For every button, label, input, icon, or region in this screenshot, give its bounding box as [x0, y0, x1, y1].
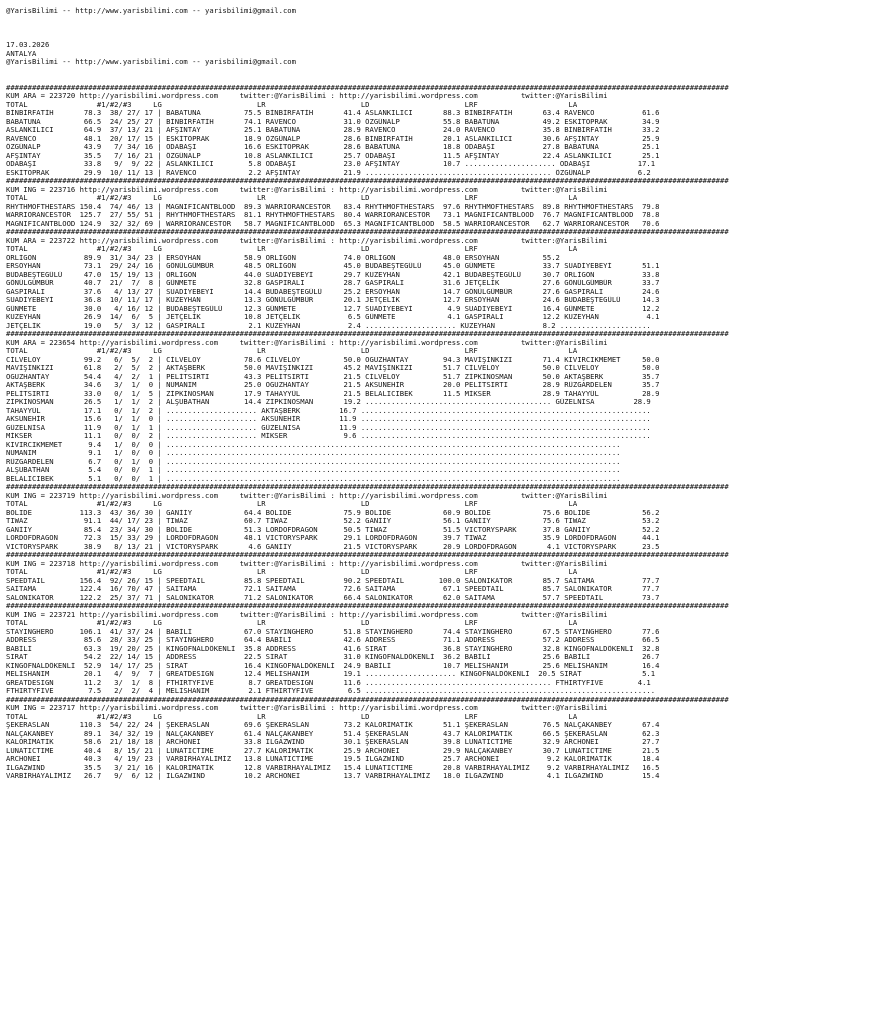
text-line: KINGOFNALDÖKENLİ 52.9 14/ 17/ 25 | SIRAT 16.4 KINGOFNALDÖKENLİ 24.9 BABİLİ 10.7 MELİSHANIM 25.6 MELİSHANIM 16.4 [6, 661, 660, 670]
text-line: KUM ARA = 223720 http://yarisbilimi.wordpress.com twitter:@YarisBilimi : http://yarisbilimi.wordpress.com twitter:@YarisBilimi [6, 92, 608, 100]
text-line: ####################################################################################################################################################################### [6, 228, 729, 236]
text-line: GÜZELNİSA 11.9 0/ 1/ 1 | ..................... GÜZELNİSA 11.9 ................................................................... [6, 423, 651, 432]
text-line: KUM ARA = 223654 http://yarisbilimi.wordpress.com twitter:@YarisBilimi : http://yarisbilimi.wordpress.com twitter:@YarisBilimi [6, 338, 608, 347]
text-line: KUM ING = 223716 http://yarisbilimi.wordpress.com twitter:@YarisBilimi : http://yarisbilimi.wordpress.com twitter:@YarisBilimi [6, 185, 608, 194]
text-line: TOTAL #1/#2/#3 LG LR LD LRF LA [6, 712, 578, 721]
text-line: ORLİGON 89.9 31/ 34/ 23 | ERSOYHAN 58.9 ORLİGON 74.0 ORLİGON 48.0 ERSOYHAN 55.2 [6, 253, 560, 262]
text-line: CİLVELOY 99.2 6/ 5/ 2 | CİLVELOY 78.6 CİLVELOY 50.0 OĞUZHANTAY 94.3 MAVİŞİNKIZI 71.4 KIVIRCIKMEMET 50.0 [6, 355, 660, 364]
text-line [6, 75, 873, 84]
text-line: ÖZGÜNALP 43.9 7/ 34/ 16 | ODABAŞI 16.6 ESKİTOPRAK 28.6 BABATUNA 18.8 ODABAŞI 27.8 BABATUNA 25.1 [6, 143, 660, 151]
text-line: KIVIRCIKMEMET 9.4 1/ 0/ 0 | ......................................................................................................... [6, 440, 621, 449]
text-line: GREATDESIGN 11.2 3/ 1/ 8 | FTHIRTYFIVE 8.7 GREATDESIGN 11.6 ........................................... FTHIRTYFIVE 4.1 [6, 678, 651, 687]
text-line: ####################################################################################################################################################################### [6, 177, 729, 185]
text-line: MAGNIFICANTBLOOD 124.9 32/ 32/ 69 | WARRIORANCESTOR 58.7 MAGNIFICANTBLOOD 65.3 MAGNIFICANTBLOOD 58.5 WARRIORANCESTOR 62.7 WARRIORANCESTOR 70.6 [6, 219, 660, 228]
text-line: RÜZGARDELEN 6.7 0/ 1/ 0 | ......................................................................................................... [6, 457, 621, 466]
text-line: KUM ARA = 223722 http://yarisbilimi.wordpress.com twitter:@YarisBilimi : http://yarisbilimi.wordpress.com twitter:@YarisBilimi [6, 236, 608, 245]
text-line: GÖNÜLGÜMBÜR 40.7 21/ 7/ 8 | GÜNMETE 32.8 GASPIRALI 28.7 GASPIRALI 31.6 JETÇELİK 27.6 GÖNÜLGÜMBÜR 33.7 [6, 279, 660, 287]
text-line: STAYINGHERO 106.1 41/ 37/ 24 | BABİLİ 67.0 STAYINGHERO 51.8 STAYINGHERO 74.4 STAYINGHERO 67.5 STAYINGHERO 77.6 [6, 627, 660, 636]
text-line: ZİPKİNOSMAN 26.5 1/ 1/ 2 | ALŞUBATHAN 14.4 ZİPKİNOSMAN 19.2 ........................................... GÜZELNİSA 28.9 [6, 398, 651, 406]
text-line: WARRIORANCESTOR 125.7 27/ 55/ 51 | RHYTHMOFTHESTARS 81.1 RHYTHMOFTHESTARS 80.4 WARRIORANCESTOR 73.1 MAGNIFICANTBLOOD 76.7 MAGNIFICANTBLOOD 78.8 [6, 211, 660, 219]
text-line: BELALICIBEK 5.1 0/ 0/ 1 | ......................................................................................................... [6, 474, 621, 483]
text-line: ERSOYHAN 73.1 29/ 24/ 16 | GÖNÜLGÜMBÜR 48.5 ORLİGON 45.0 BUDABEŞTEGÜLÜ 45.0 GÜNMETE 33.7 SUADİYEBEYİ 51.1 [6, 262, 660, 270]
text-line: RHYTHMOFTHESTARS 150.4 74/ 46/ 13 | MAGNIFICANTBLOOD 89.3 WARRIORANCESTOR 83.4 RHYTHMOFTHESTARS 97.6 RHYTHMOFTHESTARS 89.8 RHYTHMOFTHESTARS 79.8 [6, 202, 660, 211]
text-line: ODABAŞI 33.8 9/ 9/ 22 | ASLANKILICI 5.8 ODABAŞI 23.0 AFŞINTAY 10.7 ..................... ODABAŞI 17.1 [6, 160, 656, 168]
text-line: ####################################################################################################################################################################### [6, 602, 729, 610]
text-line: TOTAL #1/#2/#3 LG LR LD LRF LA [6, 619, 578, 627]
text-line: ANTALYA [6, 49, 37, 58]
text-line: BUDABEŞTEGÜLÜ 47.0 15/ 19/ 13 | ORLİGON 44.0 SUADİYEBEYİ 29.7 KUZEYHAN 42.1 BUDABEŞTEGÜLÜ 30.7 ORLİGON 33.8 [6, 270, 660, 279]
text-line: AFŞINTAY 35.5 7/ 16/ 21 | ÖZGÜNALP 10.8 ASLANKILICI 25.7 ODABAŞI 11.5 AFŞINTAY 22.4 ASLANKILICI 25.1 [6, 151, 660, 160]
text-line: @YarisBilimi -- http://www.yarisbilimi.com -- yarisbilimi@gmail.com [6, 7, 296, 15]
text-line: TAHAYYÜL 17.1 0/ 1/ 2 | ..................... AKTAŞBERK 16.7 ................................................................... [6, 406, 651, 415]
text-line: KALORİMATİK 58.6 21/ 18/ 18 | ARCHONEI 33.8 ILGAZWIND 30.1 ŞEKERASLAN 39.8 LUNATICTIME 32.9 ARCHONEI 27.7 [6, 738, 660, 746]
text-line: JETÇELİK 19.0 5/ 3/ 12 | GASPIRALI 2.1 KUZEYHAN 2.4 ..................... KUZEYHAN 8.2 ..................... [6, 321, 651, 330]
text-line: TOTAL #1/#2/#3 LG LR LD LRF LA [6, 347, 578, 355]
text-line: RAVENCO 48.1 20/ 17/ 15 | ESKİTOPRAK 18.9 ÖZGÜNALP 28.6 BİNBİRFATİH 20.1 ASLANKILICI 30.6 AFŞINTAY 25.9 [6, 134, 660, 143]
text-line: AKTAŞBERK 34.6 3/ 1/ 0 | NUMANIM 25.0 OĞUZHANTAY 21.5 AKSUNEHİR 20.0 PELİTSIRTI 28.9 RÜZGARDELEN 35.7 [6, 381, 660, 389]
text-line: KUZEYHAN 26.9 14/ 6/ 5 | JETÇELİK 10.8 JETÇELİK 6.5 GÜNMETE 4.1 GASPIRALI 12.2 KUZEYHAN 4.1 [6, 313, 660, 321]
text-line: TOTAL #1/#2/#3 LG LR LD LRF LA [6, 194, 578, 202]
text-line: NUMANIM 9.1 1/ 0/ 0 | ......................................................................................................... [6, 449, 621, 457]
text-line: NALÇAKANBEY 89.1 34/ 32/ 19 | NALÇAKANBEY 61.4 NALÇAKANBEY 51.4 ŞEKERASLAN 43.7 KALORİMATİK 66.5 ŞEKERASLAN 62.3 [6, 729, 660, 738]
text-line: MİKSER 11.1 0/ 0/ 2 | ..................... MİKSER 9.6 ................................................................... [6, 432, 651, 440]
text-line: ####################################################################################################################################################################### [6, 695, 729, 704]
text-line: SIRAT 54.2 22/ 14/ 15 | ADDRESS 22.5 SIRAT 31.0 KINGOFNALDÖKENLİ 36.2 BABİLİ 25.6 BABİLİ 26.7 [6, 653, 660, 661]
text-line: TOTAL #1/#2/#3 LG LR LD LRF LA [6, 500, 578, 508]
text-line: TOTAL #1/#2/#3 LG LR LD LRF LA [6, 100, 578, 109]
text-line: KUM ING = 223717 http://yarisbilimi.wordpress.com twitter:@YarisBilimi : http://yarisbilimi.wordpress.com twitter:@YarisBilimi [6, 704, 608, 712]
text-line: ALŞUBATHAN 5.4 0/ 0/ 1 | ......................................................................................................... [6, 466, 621, 474]
text-line: ESKİTOPRAK 29.9 10/ 11/ 13 | RAVENCO 2.2 AFŞINTAY 21.9 ........................................... ÖZGÜNALP 6.2 [6, 168, 651, 177]
text-line [6, 67, 873, 76]
text-line: ADDRESS 85.6 28/ 33/ 25 | STAYINGHERO 64.4 BABİLİ 42.6 ADDRESS 71.1 ADDRESS 57.2 ADDRESS 66.5 [6, 636, 660, 644]
text-line: BABİLİ 63.3 19/ 20/ 25 | KINGOFNALDÖKENLİ 35.8 ADDRESS 41.6 SIRAT 36.8 STAYINGHERO 32.8 KINGOFNALDÖKENLİ 32.8 [6, 644, 660, 653]
text-line: SALONIKATOR 122.2 25/ 37/ 71 | SALONIKATOR 71.2 SALONIKATOR 66.4 SALONIKATOR 62.0 SAİTAMA 57.7 SPEEDTAIL 73.7 [6, 593, 660, 602]
text-line: FTHIRTYFIVE 7.5 2/ 2/ 4 | MELİSHANIM 2.1 FTHIRTYFIVE 6.5 ................................................................... [6, 687, 656, 695]
text-line: @YarisBilimi -- http://www.yarisbilimi.com -- yarisbilimi@gmail.com [6, 58, 296, 66]
text-line: ####################################################################################################################################################################### [6, 330, 729, 338]
text-line: SPEEDTAIL 156.4 92/ 26/ 15 | SPEEDTAIL 85.8 SPEEDTAIL 90.2 SPEEDTAIL 100.0 SALONIKATOR 85.7 SAİTAMA 77.7 [6, 576, 660, 585]
text-line: GASPIRALI 37.6 4/ 13/ 27 | SUADİYEBEYİ 14.4 BUDABEŞTEGÜLÜ 25.2 ERSOYHAN 14.7 GÖNÜLGÜMBÜR 27.6 GASPIRALI 24.6 [6, 287, 660, 296]
text-line: ILGAZWIND 35.5 3/ 21/ 16 | KALORİMATİK 12.8 VARBİRHAYALİMİZ 15.4 LUNATICTIME 20.8 VARBİRHAYALİMİZ 9.2 VARBİRHAYALİMİZ 16.5 [6, 763, 660, 772]
text-line: ASLANKILICI 64.9 37/ 13/ 21 | AFŞINTAY 25.1 BABATUNA 28.9 RAVENCO 24.0 RAVENCO 35.8 BİNBİRFATİH 33.2 [6, 126, 660, 134]
text-line [6, 33, 873, 42]
text-line [6, 24, 873, 33]
text-line: VARBİRHAYALİMİZ 26.7 9/ 6/ 12 | ILGAZWIND 10.2 ARCHONEI 13.7 VARBİRHAYALİMİZ 18.0 ILGAZWIND 4.1 ILGAZWIND 15.4 [6, 772, 660, 780]
text-line [6, 16, 873, 25]
text-line: PELİTSIRTI 33.0 0/ 1/ 5 | ZİPKİNOSMAN 17.9 TAHAYYÜL 21.5 BELALICIBEK 11.5 MİKSER 28.9 TAHAYYÜL 28.9 [6, 389, 660, 398]
text-line: ####################################################################################################################################################################### [6, 83, 729, 92]
text-line: BABATUNA 66.5 24/ 25/ 27 | BİNBİRFATİH 74.1 RAVENCO 31.0 ÖZGÜNALP 55.8 BABATUNA 49.2 ESKİTOPRAK 34.9 [6, 117, 660, 126]
text-line: AKSUNEHİR 15.6 1/ 1/ 0 | ..................... AKSUNEHİR 11.9 ................................................................... [6, 415, 651, 423]
text-line: TOTAL #1/#2/#3 LG LR LD LRF LA [6, 568, 578, 576]
text-line: SAİTAMA 122.4 16/ 70/ 47 | SAİTAMA 72.1 SAİTAMA 72.6 SAİTAMA 67.1 SPEEDTAIL 85.7 SALONIKATOR 77.7 [6, 585, 660, 593]
text-line: ####################################################################################################################################################################### [6, 551, 729, 559]
text-line: MELİSHANIM 20.1 4/ 9/ 7 | GREATDESIGN 12.4 MELİSHANIM 19.1 ..................... KINGOFNALDÖKENLİ 20.5 SIRAT 5.1 [6, 670, 656, 678]
text-line: BİNBİRFATİH 78.3 38/ 27/ 17 | BABATUNA 75.5 BİNBİRFATİH 41.4 ASLANKILICI 88.3 BİNBİRFATİH 63.4 RAVENCO 61.6 [6, 109, 660, 117]
text-line: KUM ING = 223721 http://yarisbilimi.wordpress.com twitter:@YarisBilimi : http://yarisbilimi.wordpress.com twitter:@YarisBilimi [6, 610, 608, 619]
text-line: BOLIDE 113.3 43/ 36/ 30 | GANİİY 64.4 BOLIDE 75.9 BOLIDE 60.9 BOLIDE 75.6 BOLIDE 56.2 [6, 508, 660, 517]
text-line: KUM ING = 223719 http://yarisbilimi.wordpress.com twitter:@YarisBilimi : http://yarisbilimi.wordpress.com twitter:@YarisBilimi [6, 491, 608, 500]
text-line: 17.03.2026 [6, 41, 50, 49]
text-line: MAVİŞİNKIZI 61.8 2/ 5/ 2 | AKTAŞBERK 50.0 MAVİŞİNKIZI 45.2 MAVİŞİNKIZI 51.7 CİLVELOY 50.0 CİLVELOY 50.0 [6, 364, 660, 372]
text-line: OĞUZHANTAY 54.4 4/ 2/ 1 | PELİTSIRTI 43.3 PELİTSIRTI 21.5 CİLVELOY 51.7 ZİPKİNOSMAN 50.0 AKTAŞBERK 35.7 [6, 372, 660, 381]
text-line: ARCHONEI 40.3 4/ 19/ 23 | VARBİRHAYALİMİZ 13.8 LUNATICTIME 19.5 ILGAZWIND 25.7 ARCHONEI 9.2 KALORİMATİK 18.4 [6, 755, 660, 763]
text-line: SUADİYEBEYİ 36.8 10/ 11/ 17 | KUZEYHAN 13.3 GÖNÜLGÜMBÜR 20.1 JETÇELİK 12.7 ERSOYHAN 24.6 BUDABEŞTEGÜLÜ 14.3 [6, 296, 660, 304]
text-line: GANİİY 85.4 23/ 34/ 30 | BOLIDE 51.3 LORDOFDRAGON 50.5 TIWAZ 51.5 VICTORYSPARK 37.8 GANİİY 52.2 [6, 525, 660, 534]
text-line: KUM ING = 223718 http://yarisbilimi.wordpress.com twitter:@YarisBilimi : http://yarisbilimi.wordpress.com twitter:@YarisBilimi [6, 559, 608, 568]
text-line: ŞEKERASLAN 110.3 54/ 22/ 24 | ŞEKERASLAN 69.6 ŞEKERASLAN 73.2 KALORİMATİK 51.1 ŞEKERASLAN 76.5 NALÇAKANBEY 67.4 [6, 721, 660, 729]
text-line: TOTAL #1/#2/#3 LG LR LD LRF LA [6, 245, 578, 253]
text-line: LUNATICTIME 40.4 8/ 15/ 21 | LUNATICTIME 27.7 KALORİMATİK 25.9 ARCHONEI 29.9 NALÇAKANBEY 30.7 LUNATICTIME 21.5 [6, 746, 660, 755]
text-line: ####################################################################################################################################################################### [6, 483, 729, 491]
text-line: VICTORYSPARK 38.9 8/ 13/ 21 | VICTORYSPARK 4.6 GANİİY 21.5 VICTORYSPARK 20.9 LORDOFDRAGON 4.1 VICTORYSPARK 23.5 [6, 542, 660, 551]
text-line: TIWAZ 91.1 44/ 17/ 23 | TIWAZ 60.7 TIWAZ 52.2 GANİİY 56.1 GANİİY 75.6 TIWAZ 53.2 [6, 517, 660, 525]
text-line: GÜNMETE 30.0 4/ 16/ 12 | BUDABEŞTEGÜLÜ 12.3 GÜNMETE 12.7 SUADİYEBEYİ 4.9 SUADİYEBEYİ 16.4 GÜNMETE 12.2 [6, 304, 660, 313]
text-line: LORDOFDRAGON 72.3 15/ 33/ 29 | LORDOFDRAGON 48.1 VICTORYSPARK 29.1 LORDOFDRAGON 39.7 TIWAZ 35.9 LORDOFDRAGON 44.1 [6, 534, 660, 542]
